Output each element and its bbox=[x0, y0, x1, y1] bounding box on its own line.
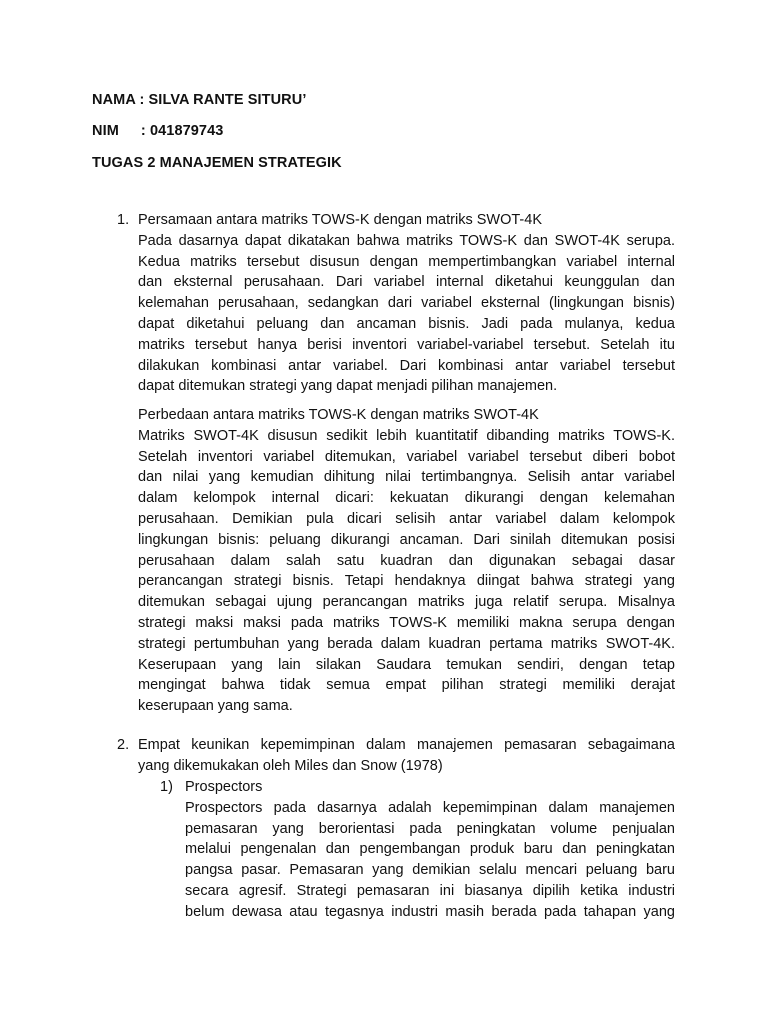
para1-line: Kedua matriks tersebut disusun dengan mempertimbangkan variabel internal bbox=[138, 253, 675, 270]
para2-line: Keserupaan yang lain silakan Saudara temukan sendiri, dengan tetap bbox=[138, 656, 675, 673]
para2-line: perusahaan. Demikian pula dicari selisih antar variabel dalam kelompok bbox=[138, 510, 675, 527]
para2-line: dan nilai yang kemudian dihitung nilai tertimbangnya. Selisih antar variabel bbox=[138, 469, 675, 486]
section-2-title bbox=[138, 735, 675, 777]
section-2-title-line: yang dikemukakan oleh Miles dan Snow (1978) bbox=[138, 757, 443, 774]
student-nim bbox=[92, 123, 223, 139]
section-1-number: 1. bbox=[117, 212, 130, 228]
para2-line: ditemukan sebagai ujung perancangan matriks juga relatif serupa. Misalnya bbox=[138, 594, 675, 611]
subitem-line: Prospectors pada dasarnya adalah kepemimpinan dalam manajemen bbox=[185, 799, 675, 816]
para1-line: matriks tersebut hanya berisi inventori variabel-variabel tersebut. Setelah itu bbox=[138, 336, 675, 353]
para1-line: Pada dasarnya dapat dikatakan bahwa matriks TOWS-K dan SWOT-4K serupa. bbox=[138, 232, 675, 249]
para2-line: lingkungan bisnis: peluang dikurangi ancaman. Dari sinilah ditemukan posisi bbox=[138, 531, 675, 548]
para2-line: mengingat bahwa tidak semua empat pilihan strategi memiliki derajat bbox=[138, 677, 675, 694]
student-name: NAMA : SILVA RANTE SITURU’ bbox=[92, 92, 307, 108]
para2-line: perusahaan dalam salah satu kuadran dan digunakan sebagai dasar bbox=[138, 552, 675, 569]
section-2-number: 2. bbox=[117, 737, 130, 753]
section-1-differences bbox=[138, 405, 675, 717]
subitem-1-number: 1) bbox=[160, 779, 173, 795]
para2-line: perancangan strategi bisnis. Tetapi hendaknya diingat bahwa strategi yang bbox=[138, 573, 675, 590]
para2-line: dalam kelompok internal dicari: kekuatan dikurangi dengan kelemahan bbox=[138, 490, 675, 507]
subitem-line: melalui pengenalan dan pengembangan produk baru dan peningkatan bbox=[185, 841, 675, 858]
subitem-line: belum dewasa atau tegasnya industri masih berada pada tahapan yang bbox=[185, 903, 675, 920]
section-1-subtitle: Perbedaan antara matriks TOWS-K dengan matriks SWOT-4K bbox=[138, 407, 539, 423]
para2-line: keserupaan yang sama. bbox=[138, 698, 293, 715]
assignment-title: TUGAS 2 MANAJEMEN STRATEGIK bbox=[92, 155, 342, 171]
subitem-1-title: Prospectors bbox=[185, 779, 263, 795]
para1-line: kelemahan perusahaan, sedangkan dari variabel eksternal (lingkungan bisnis) bbox=[138, 295, 675, 312]
para2-line: Matriks SWOT-4K disusun sedikit lebih kuantitatif dibanding matriks TOWS-K. bbox=[138, 427, 675, 444]
subitem-line: secara agresif. Strategi pemasaran ini biasanya dipilih ketika industri bbox=[185, 882, 675, 899]
para1-line: dapat ditemukan strategi yang dapat menjadi pilihan manajemen. bbox=[138, 378, 558, 395]
para2-line: strategi pertumbuhan yang berada dalam kuadran pertama matriks SWOT-4K. bbox=[138, 635, 675, 652]
section-1-title: Persamaan antara matriks TOWS-K dengan matriks SWOT-4K bbox=[138, 212, 542, 228]
subitem-line: pemasaran yang berorientasi pada peningkatan volume penjualan bbox=[185, 820, 675, 837]
para2-line: strategi maksi maksi pada matriks TOWS-K memiliki makna serupa dengan bbox=[138, 614, 675, 631]
nim-value: : 041879743 bbox=[140, 123, 224, 139]
subitem-line: pangsa pasar. Pemasaran yang demikian selalu mencari peluang baru bbox=[185, 862, 675, 879]
nim-label: NIM bbox=[92, 123, 119, 139]
para1-line: dapat diketahui peluang dan ancaman bisnis. Jadi pada mulanya, kedua bbox=[138, 315, 675, 332]
para2-line: Setelah inventori variabel ditemukan, variabel variabel tersebut diberi bobot bbox=[138, 448, 675, 465]
section-2-title-line: Empat keunikan kepemimpinan dalam manajemen pemasaran sebagaimana bbox=[138, 737, 675, 753]
para1-line: dan eksternal perusahaan. Dari variabel internal diketahui keunggulan dan bbox=[138, 274, 675, 291]
subitem-prospectors bbox=[185, 777, 675, 923]
section-1 bbox=[138, 210, 675, 397]
para1-line: dilakukan kombinasi antar variabel. Dari kombinasi antar variabel tersebut bbox=[138, 357, 675, 374]
